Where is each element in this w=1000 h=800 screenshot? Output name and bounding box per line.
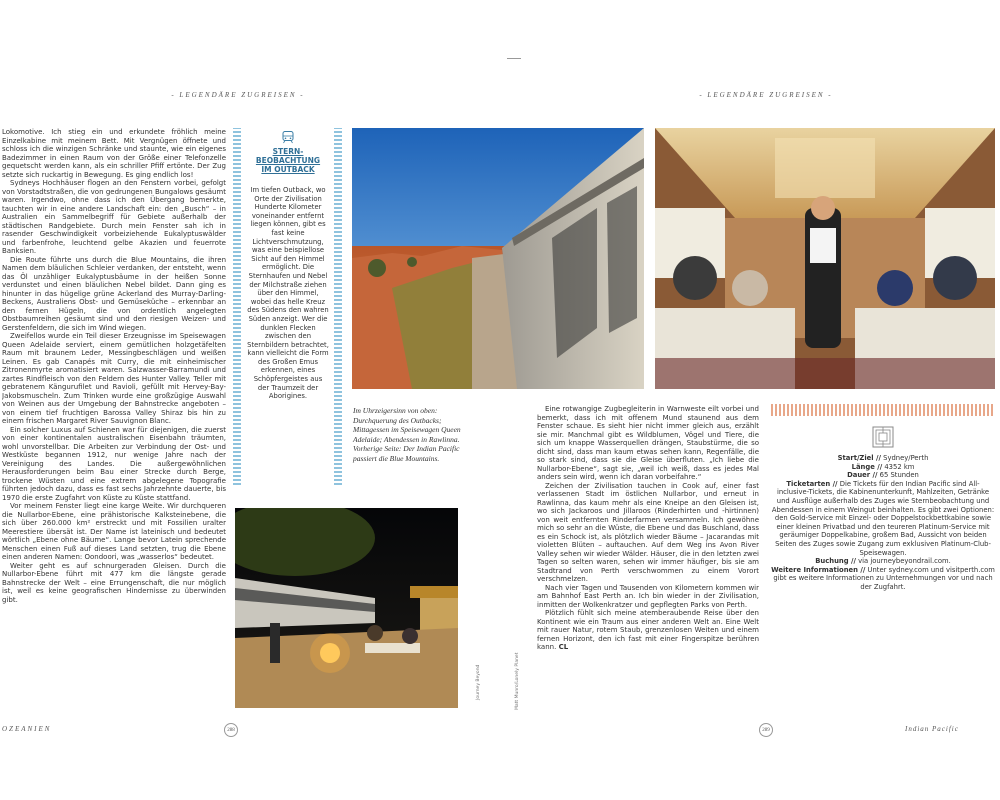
top-mark <box>507 58 521 59</box>
end-mark: CL <box>558 643 569 651</box>
paragraph: Die Route führte uns durch die Blue Mountains, die ihren Namen dem bläulichen Schleier verdanken, der entsteht, wenn das Öl unzähliger Eukalyptusbäume in der heißen Sonne verdunstet und einen bläulichen Nebel bildet. Dann ging es hinunter in das hügelige grüne Ackerland des Murray-Darling-Beckens, Australiens Obst- und Gemüseküche – erkennbar an den fernen Hügeln, die von ordentlich angelegten Obstbaumreihen gesäumt sind und den riesigen Weizen- und Gerstenfeldern, die sich im Wind wiegen. <box>2 255 226 332</box>
running-header-left: - LEGENDÄRE ZUGREISEN - <box>171 91 305 99</box>
sidebar-title: STERN- BEOBACHTUNG IM OUTBACK <box>255 147 321 174</box>
sidebar-stripe-right <box>334 128 342 485</box>
running-header-right: - LEGENDÄRE ZUGREISEN - <box>699 91 833 99</box>
footer-section-label: OZEANIEN <box>2 725 52 733</box>
sidebar-body-text: Im tiefen Outback, wo Orte der Zivilisation Hunderte Kilometer voneinander entfernt liegen können, gibt es fast keine Lichtverschmutzung, was eine beispiellose Sicht auf den Himmel ermöglicht. Die Sternhaufen und Nebel der Milchstraße ziehen über den Himmel, wobei das helle Kreuz des Südens den wahren Süden anzeigt. Wer die dunklen Flecken zwischen den Sternbildern betrachtet, kann vielleicht die Form des Großen Emus erkennen, eines Schöpfergeistes aus der Traumzeit der Aborigines. <box>247 186 329 401</box>
paragraph: Vor meinem Fenster liegt eine karge Weite. Wir durchqueren die Nullarbor-Ebene, eine prähistorische Kalksteinebene, die sich über 260.000 km² erstreckt und mit Fossilien uralter Meerestiere übersät ist. Der Name ist lateinisch und bedeutet wörtlich „Ebene ohne Bäume“. Lange bevor Latein sprechende Menschen einen Fuß auf dieses Land setzten, trug die Ebene einen anderen Namen: Oondoori, was „wasserlos“ bedeutet. <box>2 502 226 561</box>
paragraph: Plötzlich fühlt sich meine atemberaubende Reise über den Kontinent wie ein Traum aus einer anderen Welt an. Eine Welt mit rauer Natur, rotem Staub, grenzenlosen Weiten und einem fernen Horizont, den ich fast mit einer Fingerspitze berühren kann. CL <box>537 609 759 651</box>
info-box <box>771 422 995 592</box>
footer-title-label: Indian Pacific <box>905 725 959 733</box>
paragraph: Sydneys Hochhäuser flogen an den Fenstern vorbei, gefolgt von Vorstadtstraßen, die von gedrungenen Bungalows gesäumt waren. Irgendwo, ohne dass ich den Übergang bemerkte, tauchten wir in eine andere Landschaft ein: den „Busch“ – in Australien ein Sammelbegriff für Gebiete außerhalb der städtischen Randgebiete. Durch mein Fenster sah ich in rasender Geschwindigkeit vorbeiziehende Eukalyptuswälder und farbenfrohe, leuchtend gelbe Akazien und feuerrote Banksien. <box>2 179 226 255</box>
page-number-right: 289 <box>759 723 773 737</box>
paragraph: Lokomotive. Ich stieg ein und erkundete fröhlich meine Einzelkabine mit meinem Bett. Mit Vergnügen öffnete und schloss ich die winzigen Schränke und staunte, wie ein eigenes Badezimmer in einen Raum von der Größe einer Telefonzelle gequetscht werden kann, als ein schriller Pfiff ertönte. Der Zug setzte sich ruckartig in Bewegung. Es ging endlich los! <box>2 128 226 179</box>
stargazing-sidebar <box>244 128 332 485</box>
photo-dining-car <box>655 128 995 389</box>
maze-icon <box>872 426 894 448</box>
photo-caption: Im Uhrzeigersinn von oben: Durchquerung des Outbacks; Mittagessen im Speisewagen Queen Adelaide; Abendessen in Rawlinna. Vorherige Seite: Der Indian Pacific passiert die Blue Mountains. <box>353 406 461 463</box>
info-box-stripe <box>771 404 995 416</box>
sidebar-stripe-left <box>233 128 241 485</box>
photo-outback-train <box>352 128 644 389</box>
paragraph: Weiter geht es auf schnurgeraden Gleisen. Durch die Nullarbor-Ebene führt mit 477 km die längste gerade Bahnstrecke der Welt – eine Errungenschaft, die nur möglich ist, weil es keine geografischen Hindernisse zu überwinden gibt. <box>2 561 226 604</box>
info-start: Start/Ziel // Sydney/Perth <box>837 454 929 462</box>
train-icon <box>281 130 295 144</box>
left-body-column <box>2 128 226 714</box>
info-duration: Dauer // 65 Stunden <box>847 471 919 480</box>
info-more: Weitere Informationen // Unter sydney.com und visitperth.com gibt es weitere Informationen zu Unternehmungen vor und nach der Zugfahrt. <box>771 565 995 591</box>
info-booking: Buchung // via journeybeyondrail.com. <box>815 557 951 566</box>
paragraph: Nach vier Tagen und Tausenden von Kilometern kommen wir am Bahnhof East Perth an. Ich bin wieder in der Zivilisation, inmitten der Wolkenkratzer und gepflegten Parks von Perth. <box>537 583 759 609</box>
paragraph: Zweifellos wurde ein Teil dieser Erzeugnisse im Speisewagen Queen Adelaide serviert, einem gemütlichen holzgetäfelten Raum mit braunem Leder, Messingbeschlägen und weißen Leinen. Es gab Canapés mit Curry, die mit einheimischer Zitronenmyrte aromatisiert waren. Salzwasser-Barramundi und zartes Rindfleisch von den Feldern des Hunter Valley. Teller mit gebratenem Kängurufilet und Ravioli, gefüllt mit Hervey-Bay-Jakobsmuscheln. Zum Trinken wurde eine großzügige Auswahl von Weinen aus der Umgebung der Bahnstrecke angeboten – von einem tief fruchtigen Barossa Valley Shiraz bis hin zu einem frischen Margaret River Sauvignon Blanc. <box>2 332 226 425</box>
photo-credit-munro: Matt Munro/Lonely Planet <box>515 652 520 710</box>
paragraph: Zeichen der Zivilisation tauchen in Cook auf, einer fast verlassenen Stadt im östlichen Nullarbor, und erneut in Rawlinna, das kaum mehr als eine Kneipe an den Gleisen ist, wo sich Jackaroos und Jillaroos (Rinderhirten und -hirtinnen) von weit entfernten Rinderfarmen versammeln. Ich gewöhne mich so sehr an die Wüste, die Ebene und das Buschland, dass es ein Schock ist, als plötzlich wieder Bäume – Jacarandas mit violetten Blüten – auftauchen. Auf dem Weg ins Avon River Valley sehen wir wieder Wälder. Häuser, die in den letzten zwei Tagen so selten waren, sehen wir immer häufiger, bis sie am Stadtrand von Perth verschwommen zu einem Vorort verschmelzen. <box>537 481 759 583</box>
info-length: Länge // 4352 km <box>851 462 915 471</box>
photo-credit-journey: Journey Beyond <box>476 664 481 700</box>
photo-night-dinner <box>235 508 458 708</box>
paragraph: Ein solcher Luxus auf Schienen war für diejenigen, die zuerst von einer kontinentalen australischen Eisenbahn träumten, wohl unvorstellbar. Die Arbeiten zur Verbindung der Ost- und Westküste begannen 1912, nur wenige Jahre nach der Vereinigung des Landes. Die außergewöhnlichen Herausforderungen beim Bau einer Strecke durch Berge, trockene Wüsten und eine extrem abgelegene Topografie führten jedoch dazu, dass es fast sechs Jahrzehnte dauerte, bis 1970 die erste Zugfahrt von Küste zu Küste stattfand. <box>2 425 226 502</box>
page-number-left: 288 <box>224 723 238 737</box>
right-body-column <box>537 405 759 710</box>
paragraph: Eine rotwangige Zugbegleiterin in Warnweste eilt vorbei und bemerkt, dass ich mit offenem Mund staunend aus dem Fenster schaue. Es sieht hier nicht immer gleich aus, erzählt sie mir. Manchmal gibt es Wildblumen, Vögel und Tiere, die sich um knappe Wasserquellen drängen, Staubstürme, die so dicht sind, dass man kaum etwas sehen kann, Regenfälle, die so stark sind, dass sie die Gleise überfluten. „Ich liebe die Nullarbor-Ebene“, sagt sie, „weil ich weiß, dass es jedes Mal anders sein wird, wenn ich daran vorbeifahre.“ <box>537 405 759 481</box>
info-tickets: Ticketarten // Die Tickets für den Indian Pacific sind All-inclusive-Tickets, die Kabinenunterkunft, Mahlzeiten, Getränke und Ausflüge außerhalb des Zuges wie Sternbeobachtung und Abendessen in einem Weingut beinhalten. Es gibt zwei Optionen: den Gold-Service mit Einzel- oder Doppelstockbettkabine sowie einer kleinen Privatbad und den teureren Platinum-Service mit geräumiger Doppelkabine, großem Bad, Aussicht von beiden Seiten des Zuges sowie Zugang zum exklusiven Platinum-Club-Speisewagen. <box>771 479 995 557</box>
